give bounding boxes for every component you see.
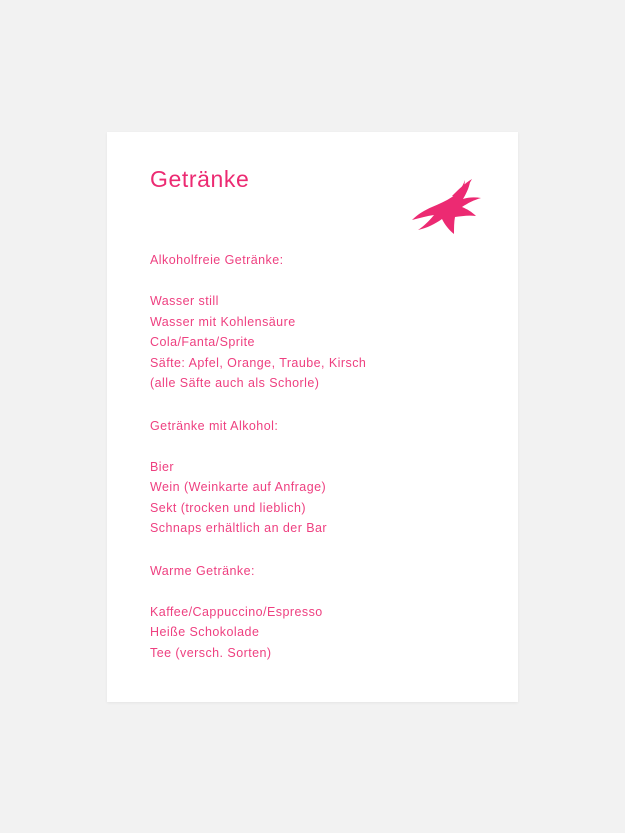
- section-heading: Getränke mit Alkohol:: [150, 418, 279, 433]
- menu-item: Sekt (trocken und lieblich): [150, 500, 306, 515]
- menu-item: Cola/Fanta/Sprite: [150, 335, 255, 349]
- menu-item: Wasser mit Kohlensäure: [150, 314, 296, 329]
- menu-section-alkoholfrei: [150, 250, 490, 394]
- menu-item: Tee (versch. Sorten): [150, 645, 272, 660]
- menu-section-warm: [150, 561, 490, 664]
- menu-item: Bier: [150, 459, 175, 474]
- menu-item: Schnaps erhältlich an der Bar: [150, 521, 328, 535]
- page-title: Getränke: [150, 166, 250, 192]
- section-heading: Alkoholfreie Getränke:: [150, 253, 284, 267]
- menu-card: [107, 132, 518, 702]
- menu-item: Heiße Schokolade: [150, 625, 260, 639]
- menu-content: [150, 250, 490, 663]
- menu-item: (alle Säfte auch als Schorle): [150, 376, 320, 390]
- menu-section-alkohol: [150, 416, 490, 539]
- section-heading: Warme Getränke:: [150, 563, 255, 578]
- menu-item: Kaffee/Cappuccino/Espresso: [150, 604, 323, 619]
- menu-item: Wein (Weinkarte auf Anfrage): [150, 480, 327, 494]
- bird-icon: [402, 174, 492, 244]
- menu-item: Säfte: Apfel, Orange, Traube, Kirsch: [150, 355, 367, 370]
- menu-item: Wasser still: [150, 294, 219, 308]
